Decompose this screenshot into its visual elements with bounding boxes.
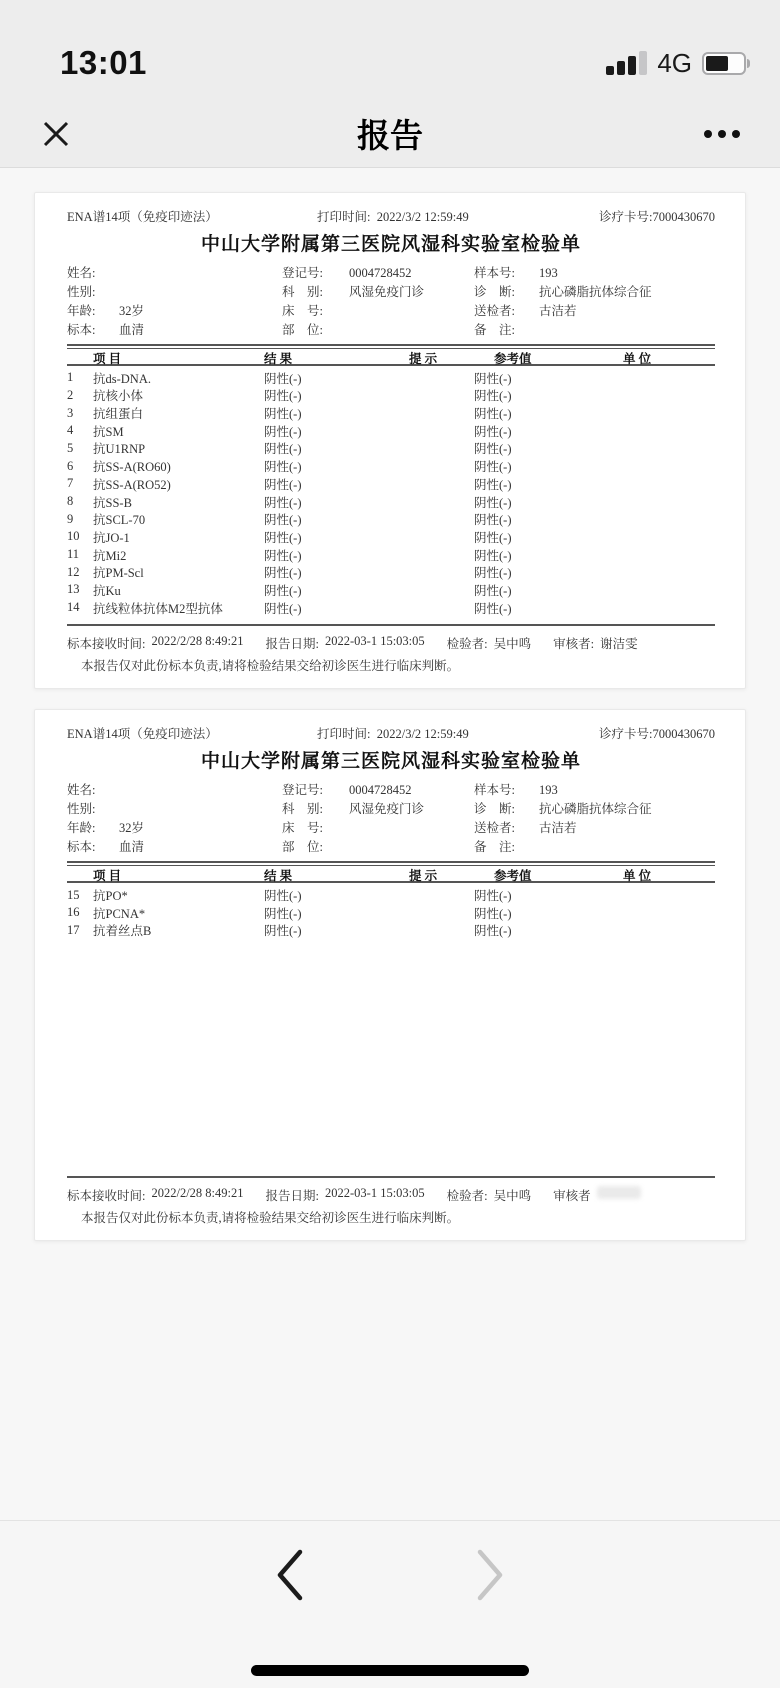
info-value [539, 321, 715, 340]
info-label: 样本号: [474, 783, 515, 798]
test-reference: 阴性(-) [474, 924, 512, 939]
test-result: 阴性(-) [264, 389, 302, 404]
test-result: 阴性(-) [264, 371, 302, 386]
test-reference: 阴性(-) [474, 530, 512, 545]
test-name: 抗SS-A(RO60) [93, 460, 171, 475]
row-number: 2 [67, 387, 74, 402]
info-label: 诊 断: [474, 285, 515, 299]
test-result: 阴性(-) [264, 513, 302, 528]
info-value [349, 819, 474, 838]
status-bar [0, 0, 780, 100]
info-value: 抗心磷脂抗体综合征 [539, 802, 652, 817]
nav-bar [0, 100, 780, 168]
test-name: 抗线粒体抗体M2型抗体 [93, 601, 223, 616]
patient-info-row [67, 800, 715, 819]
info-value: 血清 [119, 840, 145, 855]
assay-name: ENA谱14项（免疫印迹法） [67, 210, 218, 224]
battery-icon [702, 52, 750, 75]
row-number: 8 [67, 494, 74, 508]
info-label: 性别: [67, 285, 96, 299]
chevron-right-icon [472, 1547, 508, 1603]
hospital-report-title: 中山大学附属第三医院风湿科实验室检验单 [200, 234, 581, 255]
info-value: 风湿免疫门诊 [349, 285, 425, 299]
results-table-body [67, 366, 715, 617]
dot-icon [704, 130, 712, 138]
test-name: 抗着丝点B [93, 924, 152, 939]
test-name: 抗PCNA* [93, 906, 146, 921]
row-number: 4 [67, 423, 74, 438]
test-reference: 阴性(-) [474, 371, 512, 386]
info-label: 登记号: [282, 783, 323, 798]
test-reference: 阴性(-) [474, 906, 512, 921]
test-result: 阴性(-) [264, 424, 302, 439]
test-result: 阴性(-) [264, 583, 302, 598]
previous-page-button[interactable] [272, 1547, 308, 1603]
info-label: 送检者: [474, 821, 515, 836]
test-reference: 阴性(-) [474, 389, 512, 404]
lab-result-row [67, 369, 715, 387]
test-reference: 阴性(-) [474, 442, 512, 457]
info-value [119, 800, 282, 819]
lab-result-row [67, 439, 715, 457]
lab-result-row [67, 581, 715, 599]
print-time: 打印时间: 2022/3/2 12:59:49 [317, 727, 469, 742]
patient-info-row [67, 781, 715, 800]
info-label: 标本: [67, 323, 96, 337]
patient-info-row [67, 302, 715, 321]
clinic-card-number: 诊疗卡号:7000430670 [599, 727, 715, 742]
lab-result-row [67, 422, 715, 440]
report-scroll-area[interactable] [0, 168, 780, 1520]
next-page-button[interactable] [472, 1547, 508, 1603]
info-value [119, 264, 282, 283]
col-unit: 单 位 [623, 869, 652, 884]
report-footer: 标本接收时间: 2022/2/28 8:49:21 报告日期: 2022-03-1 15:03:05 检验者: 吴中鸣 审核者 本报告仅对此份标本负责,请将检验结果交给初诊医生进行临床判断。 [67, 1176, 715, 1226]
info-label: 姓名: [67, 266, 96, 280]
results-table-header [67, 865, 715, 883]
patient-info-row [67, 283, 715, 302]
test-result: 阴性(-) [264, 601, 302, 616]
lab-result-row [67, 921, 715, 939]
report-date: 2022-03-1 15:03:05 [325, 634, 425, 649]
test-result: 阴性(-) [264, 495, 302, 510]
results-table-header [67, 348, 715, 366]
info-label: 科 别: [282, 285, 323, 299]
col-result: 结 果 [264, 869, 293, 884]
info-value: 抗心磷脂抗体综合征 [539, 285, 652, 299]
info-label: 姓名: [67, 783, 96, 798]
lab-result-row [67, 404, 715, 422]
test-reference: 阴性(-) [474, 548, 512, 563]
row-number: 10 [67, 529, 80, 544]
lab-result-row [67, 510, 715, 528]
col-item: 项 目 [93, 352, 122, 366]
signal-strength-icon [606, 51, 647, 75]
patient-info-row [67, 264, 715, 283]
row-number: 17 [67, 922, 80, 937]
row-number: 12 [67, 564, 80, 579]
lab-result-row [67, 528, 715, 546]
info-label: 科 别: [282, 802, 323, 817]
report-meta-line [67, 207, 715, 225]
report-card-page-1 [34, 192, 746, 689]
col-result: 结 果 [264, 352, 293, 366]
patient-info-grid [67, 781, 715, 863]
row-number: 11 [67, 547, 80, 562]
test-result: 阴性(-) [264, 407, 302, 422]
test-reference: 阴性(-) [474, 460, 512, 475]
info-label: 备 注: [474, 840, 515, 855]
col-reference: 参考值 [494, 869, 532, 884]
row-number: 13 [67, 582, 80, 597]
dot-icon [732, 130, 740, 138]
info-label: 床 号: [282, 304, 323, 318]
info-label: 部 位: [282, 840, 323, 855]
dot-icon [718, 130, 726, 138]
col-unit: 单 位 [623, 352, 652, 366]
info-value [349, 838, 474, 857]
more-menu-button[interactable] [704, 124, 740, 144]
test-reference: 阴性(-) [474, 889, 512, 903]
row-number: 5 [67, 440, 74, 455]
test-name: 抗Mi2 [93, 548, 127, 563]
info-value: 古洁若 [539, 821, 577, 836]
info-label: 床 号: [282, 821, 323, 836]
col-item: 项 目 [93, 869, 122, 884]
page-title: 报告 [357, 117, 423, 154]
info-label: 备 注: [474, 323, 515, 337]
test-result: 阴性(-) [264, 566, 302, 581]
print-time: 打印时间: 2022/3/2 12:59:49 [317, 210, 469, 224]
test-name: 抗SS-A(RO52) [93, 477, 171, 492]
results-table-body [67, 883, 715, 939]
info-value: 193 [539, 266, 558, 280]
test-name: 抗SM [93, 424, 124, 439]
assay-name: ENA谱14项（免疫印迹法） [67, 727, 218, 742]
row-number: 9 [67, 511, 74, 526]
report-date: 2022-03-1 15:03:05 [325, 1186, 425, 1201]
test-name: 抗PM-Scl [93, 566, 144, 581]
info-label: 部 位: [282, 323, 323, 337]
test-result: 阴性(-) [264, 477, 302, 492]
info-value: 32岁 [119, 304, 145, 318]
info-value: 风湿免疫门诊 [349, 802, 425, 817]
test-result: 阴性(-) [264, 889, 302, 903]
row-number: 7 [67, 476, 74, 491]
test-reference: 阴性(-) [474, 513, 512, 528]
test-result: 阴性(-) [264, 530, 302, 545]
home-indicator[interactable] [251, 1665, 529, 1676]
lab-result-row [67, 546, 715, 564]
info-value: 0004728452 [349, 266, 412, 280]
info-label: 年龄: [67, 821, 96, 836]
chevron-left-icon [272, 1547, 308, 1603]
reviewer-name: 谢洁雯 [600, 637, 638, 652]
row-number: 16 [67, 905, 80, 920]
info-label: 标本: [67, 840, 96, 855]
test-name: 抗Ku [93, 583, 121, 598]
lab-result-row [67, 886, 715, 904]
test-reference: 阴性(-) [474, 424, 512, 439]
clinic-card-number: 诊疗卡号:7000430670 [599, 210, 715, 224]
lab-result-row [67, 475, 715, 493]
patient-info-row [67, 321, 715, 340]
hospital-report-title: 中山大学附属第三医院风湿科实验室检验单 [200, 751, 581, 773]
report-meta-line [67, 724, 715, 742]
info-value [119, 781, 282, 800]
test-reference: 阴性(-) [474, 601, 512, 616]
info-value: 血清 [119, 323, 145, 337]
tester-name: 吴中鸣 [493, 1189, 532, 1204]
close-icon [40, 118, 72, 150]
info-label: 送检者: [474, 304, 515, 318]
row-number: 15 [67, 887, 80, 902]
info-label: 诊 断: [474, 802, 515, 817]
disclaimer-text: 本报告仅对此份标本负责,请将检验结果交给初诊医生进行临床判断。 [81, 659, 460, 674]
network-type-label: 4G [657, 47, 692, 78]
row-number: 3 [67, 405, 74, 420]
report-card-page-2 [34, 709, 746, 1241]
lab-result-row [67, 563, 715, 581]
test-result: 阴性(-) [264, 906, 302, 921]
test-name: 抗SS-B [93, 495, 132, 510]
info-value [349, 321, 474, 340]
report-footer: 标本接收时间: 2022/2/28 8:49:21 报告日期: 2022-03-1 15:03:05 检验者: 吴中鸣 审核者: 谢洁雯 本报告仅对此份标本负责,请将检验结果交给初诊医生进行临床判断。 [67, 624, 715, 674]
lab-result-row [67, 386, 715, 404]
lab-result-row [67, 904, 715, 922]
test-reference: 阴性(-) [474, 566, 512, 581]
lab-result-row [67, 493, 715, 511]
clock: 13:01 [60, 44, 147, 81]
info-label: 样本号: [474, 266, 515, 280]
info-label: 登记号: [282, 266, 323, 280]
info-label: 年龄: [67, 304, 96, 318]
test-reference: 阴性(-) [474, 407, 512, 422]
col-hint: 提 示 [409, 869, 438, 884]
disclaimer-text: 本报告仅对此份标本负责,请将检验结果交给初诊医生进行临床判断。 [81, 1211, 460, 1226]
test-result: 阴性(-) [264, 442, 302, 457]
test-reference: 阴性(-) [474, 495, 512, 510]
test-name: 抗组蛋白 [93, 407, 144, 422]
patient-info-row [67, 838, 715, 857]
row-number: 1 [67, 370, 74, 385]
test-result: 阴性(-) [264, 548, 302, 563]
row-number: 6 [67, 458, 74, 473]
receive-time: 2022/2/28 8:49:21 [151, 634, 244, 649]
patient-info-row [67, 819, 715, 838]
col-reference: 参考值 [494, 352, 532, 366]
test-name: 抗ds-DNA. [93, 371, 151, 386]
test-name: 抗JO-1 [93, 530, 130, 545]
test-name: 抗U1RNP [93, 442, 146, 457]
row-number: 14 [67, 600, 80, 615]
info-label: 性别: [67, 802, 96, 817]
col-hint: 提 示 [409, 352, 438, 366]
info-value: 193 [539, 783, 558, 798]
patient-info-grid [67, 264, 715, 346]
lab-result-row [67, 457, 715, 475]
receive-time: 2022/2/28 8:49:21 [151, 1186, 244, 1201]
info-value: 古洁若 [539, 304, 577, 318]
info-value [539, 838, 715, 857]
close-button[interactable] [36, 114, 76, 154]
pager-toolbar [0, 1520, 780, 1688]
info-value: 32岁 [119, 821, 145, 836]
info-value [119, 283, 282, 302]
test-name: 抗SCL-70 [93, 513, 146, 528]
lab-result-row [67, 599, 715, 617]
info-value [349, 302, 474, 321]
redacted-reviewer-name [597, 1186, 641, 1199]
test-result: 阴性(-) [264, 924, 302, 939]
test-result: 阴性(-) [264, 460, 302, 475]
info-value: 0004728452 [349, 783, 412, 798]
test-reference: 阴性(-) [474, 477, 512, 492]
test-reference: 阴性(-) [474, 583, 512, 598]
test-name: 抗核小体 [93, 389, 144, 404]
tester-name: 吴中鸣 [493, 637, 532, 652]
test-name: 抗PO* [93, 889, 128, 903]
